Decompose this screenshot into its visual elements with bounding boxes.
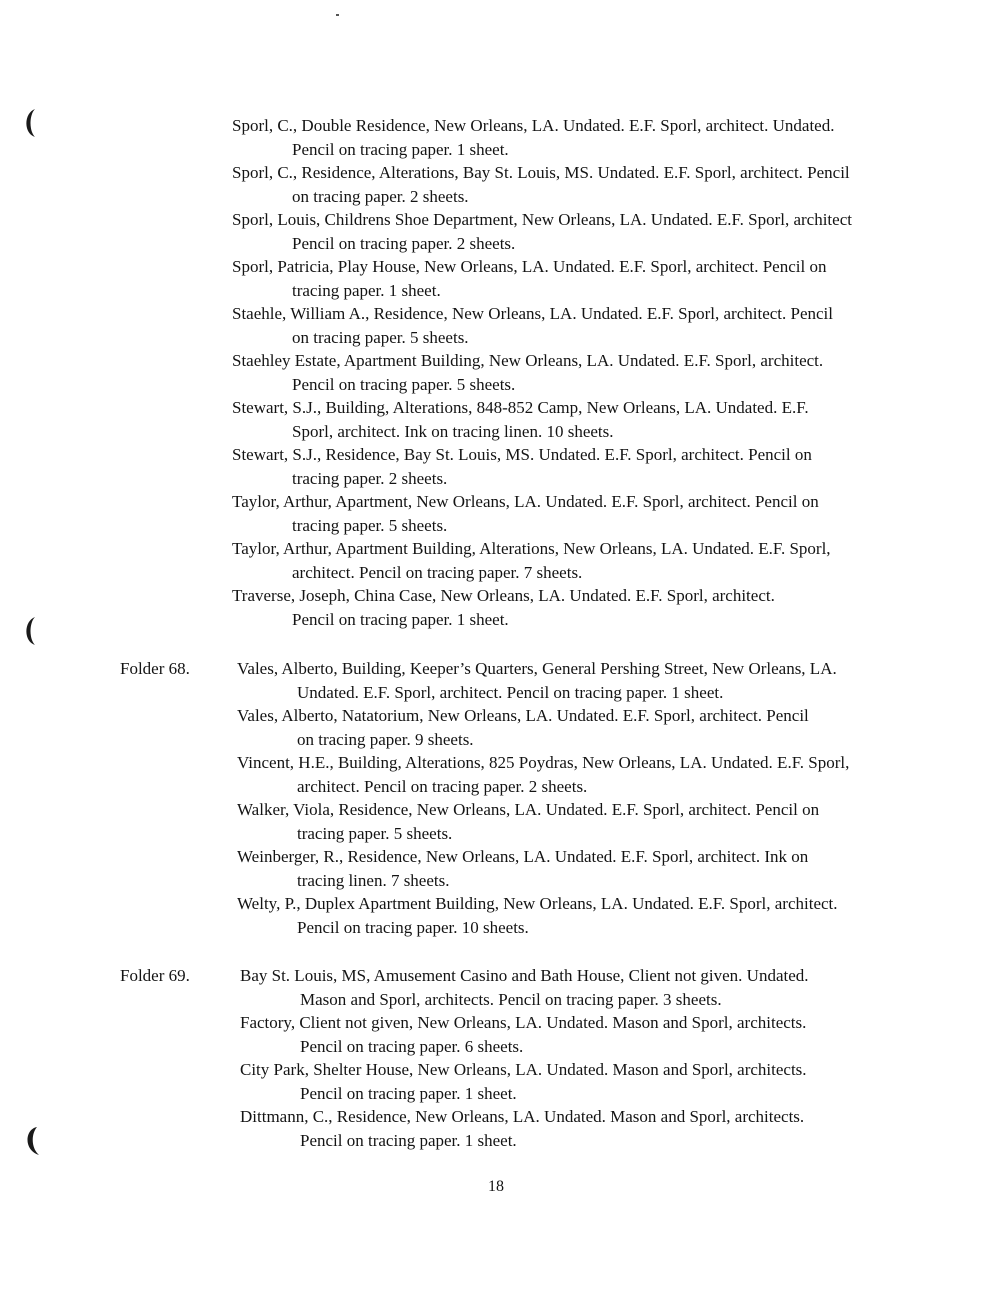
- entry-list: [237, 657, 978, 939]
- list-item: Vales, Alberto, Natatorium, New Orleans, LA. Undated. E.F. Sporl, architect. Pencil on tracing paper. 9 sheets.: [237, 706, 809, 749]
- list-item: Sporl, C., Residence, Alterations, Bay St. Louis, MS. Undated. E.F. Sporl, architect. Pencil on tracing paper. 2 sheets.: [232, 163, 850, 206]
- list-item: Bay St. Louis, MS, Amusement Casino and Bath House, Client not given. Undated. Mason and Sporl, architects. Pencil on tracing paper. 3 sheets.: [240, 966, 809, 1009]
- list-item: City Park, Shelter House, New Orleans, LA. Undated. Mason and Sporl, architects. Pencil on tracing paper. 1 sheet.: [240, 1060, 807, 1103]
- list-item: Taylor, Arthur, Apartment, New Orleans, LA. Undated. E.F. Sporl, architect. Pencil on tracing paper. 5 sheets.: [232, 492, 819, 535]
- paper-speck: [336, 14, 339, 16]
- list-item: Walker, Viola, Residence, New Orleans, LA. Undated. E.F. Sporl, architect. Pencil on tracing paper. 5 sheets.: [237, 800, 820, 843]
- entry-list: [240, 964, 978, 1152]
- punch-hole-bottom: [22, 1126, 40, 1156]
- list-item: Sporl, Patricia, Play House, New Orleans, LA. Undated. E.F. Sporl, architect. Pencil on tracing paper. 1 sheet.: [232, 257, 827, 300]
- punch-hole-middle: [22, 616, 36, 646]
- list-item: Weinberger, R., Residence, New Orleans, LA. Undated. E.F. Sporl, architect. Ink on tracing linen. 7 sheets.: [237, 847, 809, 890]
- list-item: Vales, Alberto, Building, Keeper’s Quarters, General Pershing Street, New Orleans, LA. Undated. E.F. Sporl, architect. Pencil on tracing paper. 1 sheet.: [237, 659, 837, 702]
- list-item: Traverse, Joseph, China Case, New Orleans, LA. Undated. E.F. Sporl, architect. Pencil on tracing paper. 1 sheet.: [232, 586, 775, 629]
- list-item: Staehley Estate, Apartment Building, New Orleans, LA. Undated. E.F. Sporl, architect. Pencil on tracing paper. 5 sheets.: [232, 351, 824, 394]
- folder-label: Folder 69.: [120, 966, 190, 985]
- list-item: Staehle, William A., Residence, New Orleans, LA. Undated. E.F. Sporl, architect. Pencil on tracing paper. 5 sheets.: [232, 304, 833, 347]
- entry-list: [232, 114, 978, 631]
- list-item: Sporl, Louis, Childrens Shoe Department, New Orleans, LA. Undated. E.F. Sporl, architect Pencil on tracing paper. 2 sheets.: [232, 210, 852, 253]
- list-item: Welty, P., Duplex Apartment Building, New Orleans, LA. Undated. E.F. Sporl, architect. Pencil on tracing paper. 10 sheets.: [237, 894, 838, 937]
- list-item: Vincent, H.E., Building, Alterations, 825 Poydras, New Orleans, LA. Undated. E.F. Sporl, architect. Pencil on tracing paper. 2 sheets.: [237, 753, 850, 796]
- punch-hole-top: [22, 108, 36, 138]
- list-item: Factory, Client not given, New Orleans, LA. Undated. Mason and Sporl, architects. Pencil on tracing paper. 6 sheets.: [240, 1013, 807, 1056]
- page-number: 18: [488, 1178, 504, 1195]
- list-item: Stewart, S.J., Residence, Bay St. Louis, MS. Undated. E.F. Sporl, architect. Pencil on tracing paper. 2 sheets.: [232, 445, 812, 488]
- folder-label: Folder 68.: [120, 659, 190, 678]
- list-item: Stewart, S.J., Building, Alterations, 848-852 Camp, New Orleans, LA. Undated. E.F. Sporl, architect. Ink on tracing linen. 10 sheets.: [232, 398, 809, 441]
- list-item: Sporl, C., Double Residence, New Orleans, LA. Undated. E.F. Sporl, architect. Undated. Pencil on tracing paper. 1 sheet.: [232, 116, 835, 159]
- list-item: Dittmann, C., Residence, New Orleans, LA. Undated. Mason and Sporl, architects. Pencil on tracing paper. 1 sheet.: [240, 1107, 805, 1150]
- list-item: Taylor, Arthur, Apartment Building, Alterations, New Orleans, LA. Undated. E.F. Sporl, architect. Pencil on tracing paper. 7 sheets.: [232, 539, 831, 582]
